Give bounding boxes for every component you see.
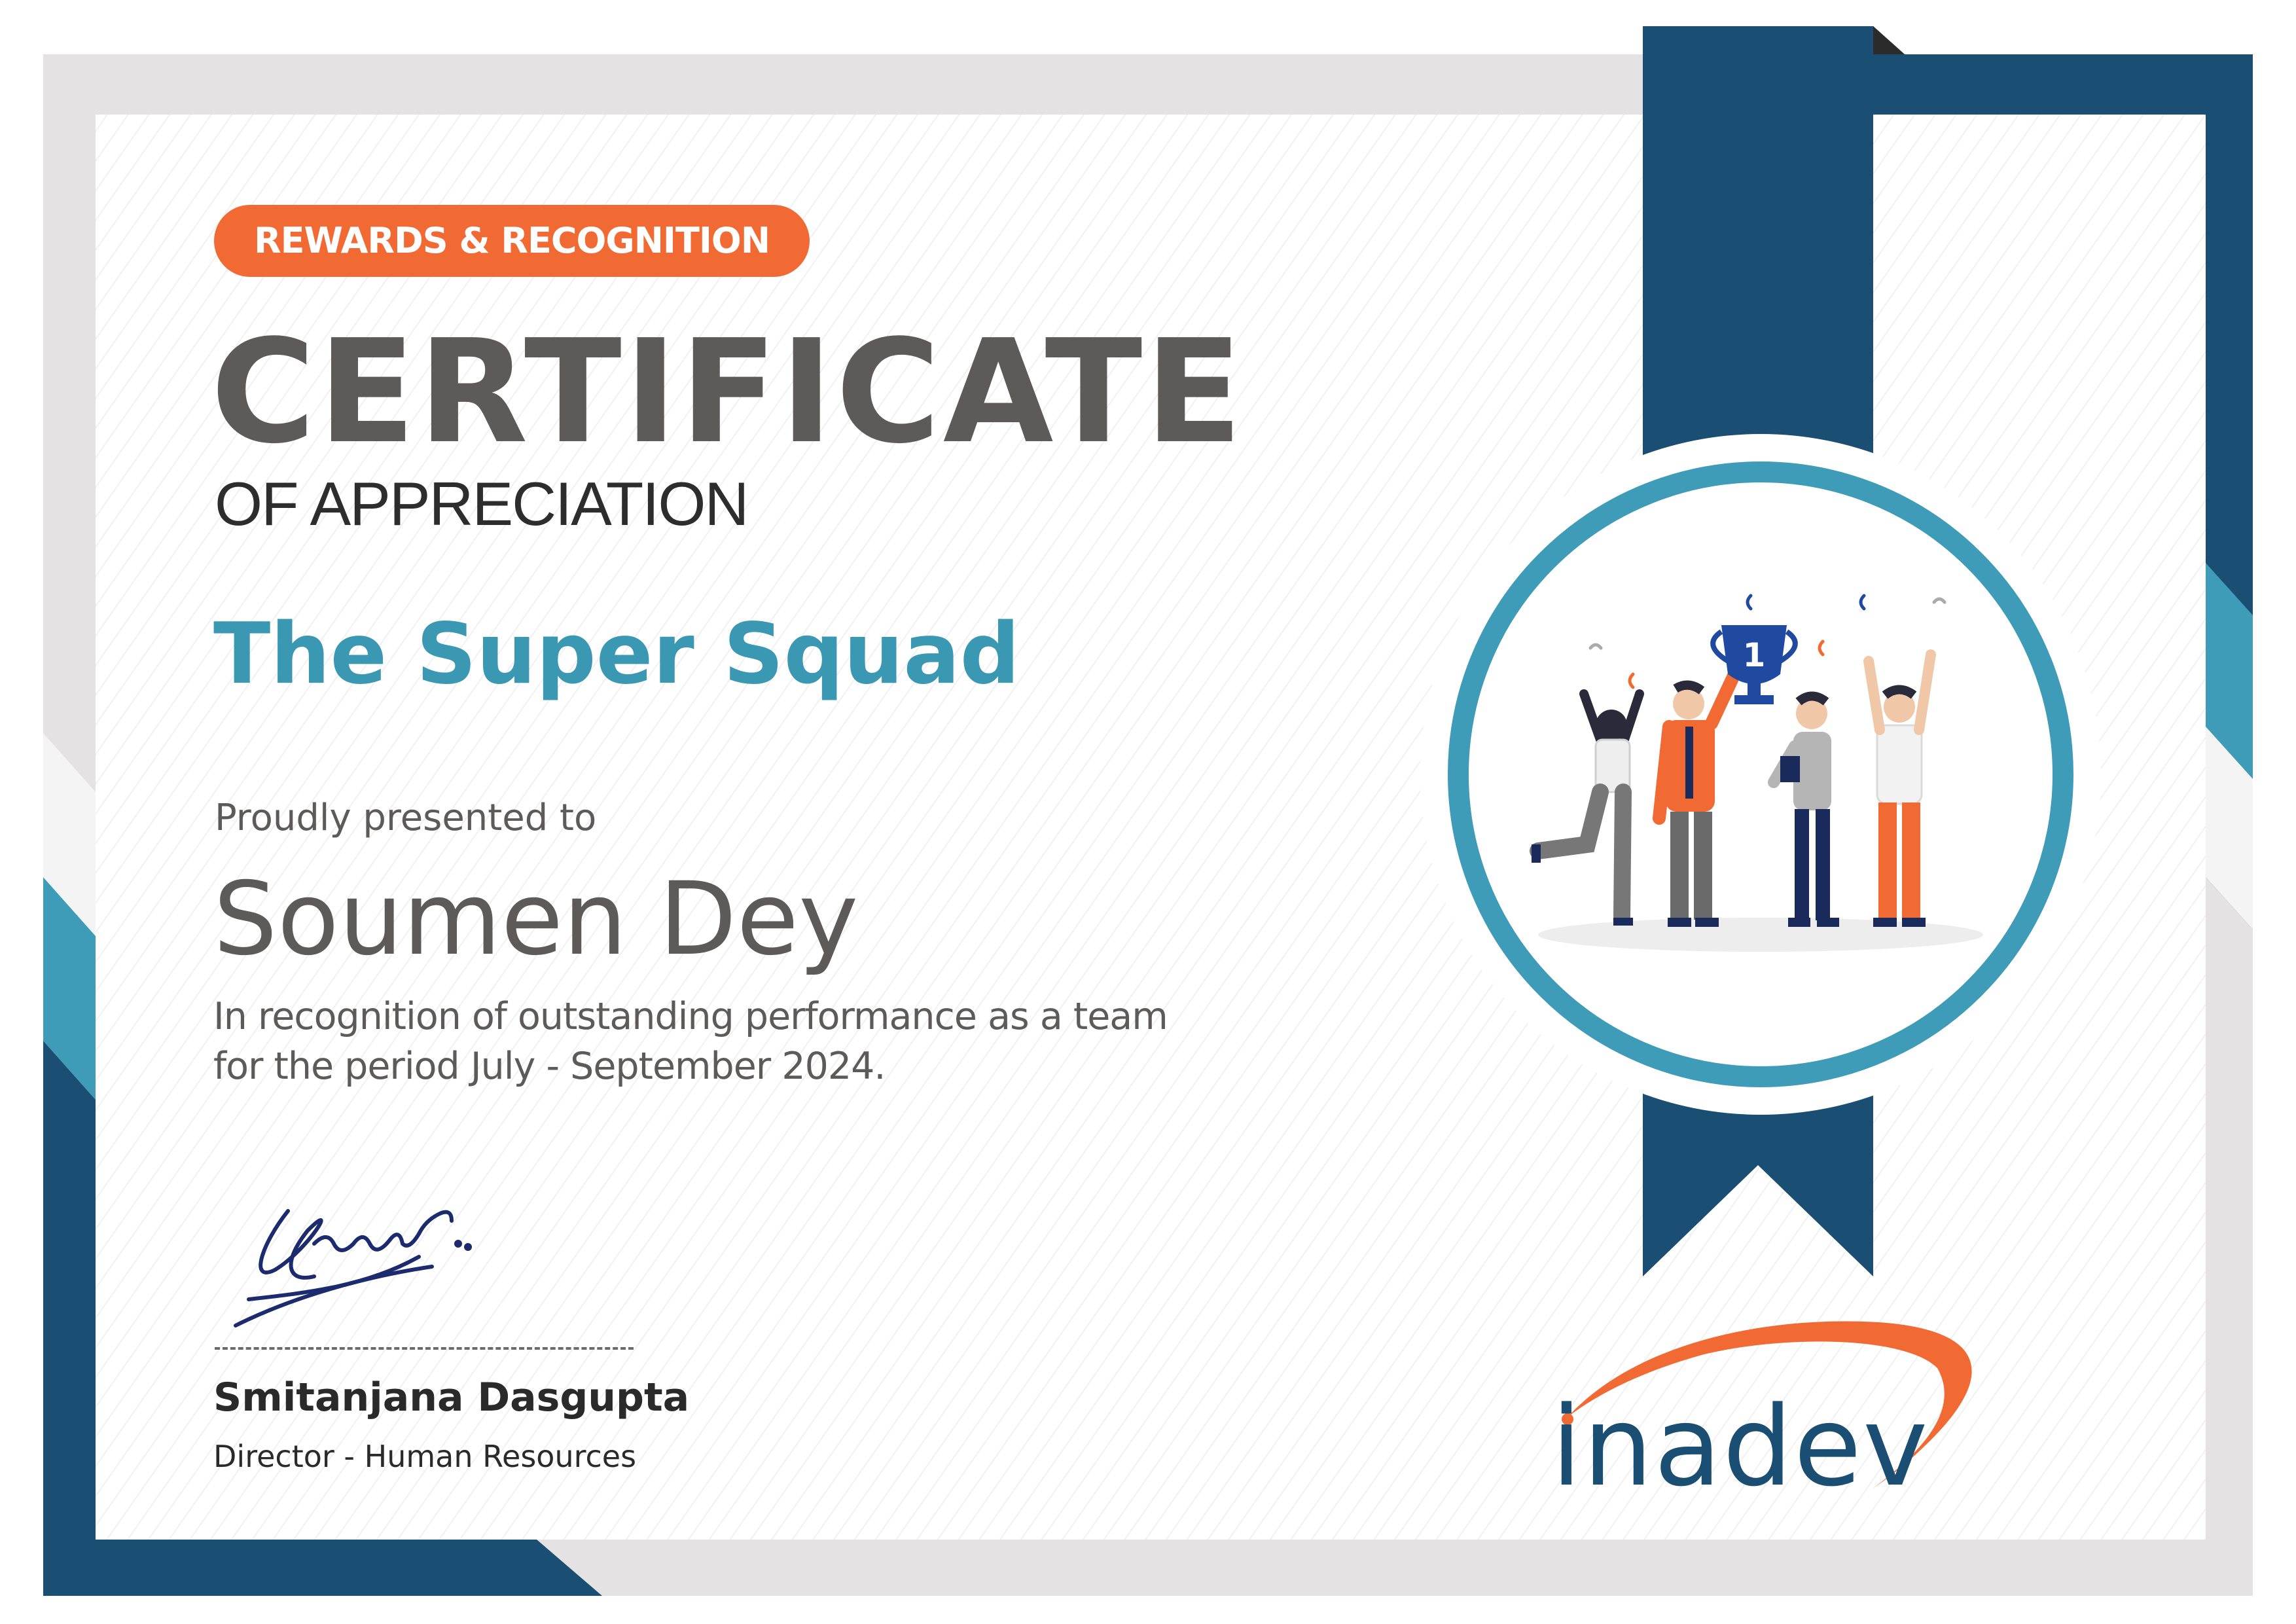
signatory-name: Smitanjana Dasgupta xyxy=(213,1375,690,1420)
award-name: The Super Squad xyxy=(213,605,1020,703)
trophy-number: 1 xyxy=(1742,636,1766,674)
rewards-badge: REWARDS & RECOGNITION xyxy=(214,205,810,277)
certificate-title: CERTIFICATE xyxy=(211,310,1246,475)
recipient-name: Soumen Dey xyxy=(213,861,859,978)
medal-ring xyxy=(1458,472,2063,1077)
signature-line xyxy=(215,1347,634,1350)
description xyxy=(213,992,1168,1091)
signatory-title: Director - Human Resources xyxy=(213,1439,637,1474)
ribbon-top xyxy=(1643,26,1905,458)
ribbon-fold xyxy=(1873,26,1905,54)
certificate-subtitle: OF APPRECIATION xyxy=(215,469,748,538)
description-line-1: In recognition of outstanding performance as a team xyxy=(213,995,1168,1038)
grey-stripe-right xyxy=(2206,877,2253,1596)
presented-label: Proudly presented to xyxy=(215,797,597,839)
description-line-2: for the period July - September 2024. xyxy=(213,1045,886,1088)
company-logo-text: inadev xyxy=(1551,1382,1929,1511)
